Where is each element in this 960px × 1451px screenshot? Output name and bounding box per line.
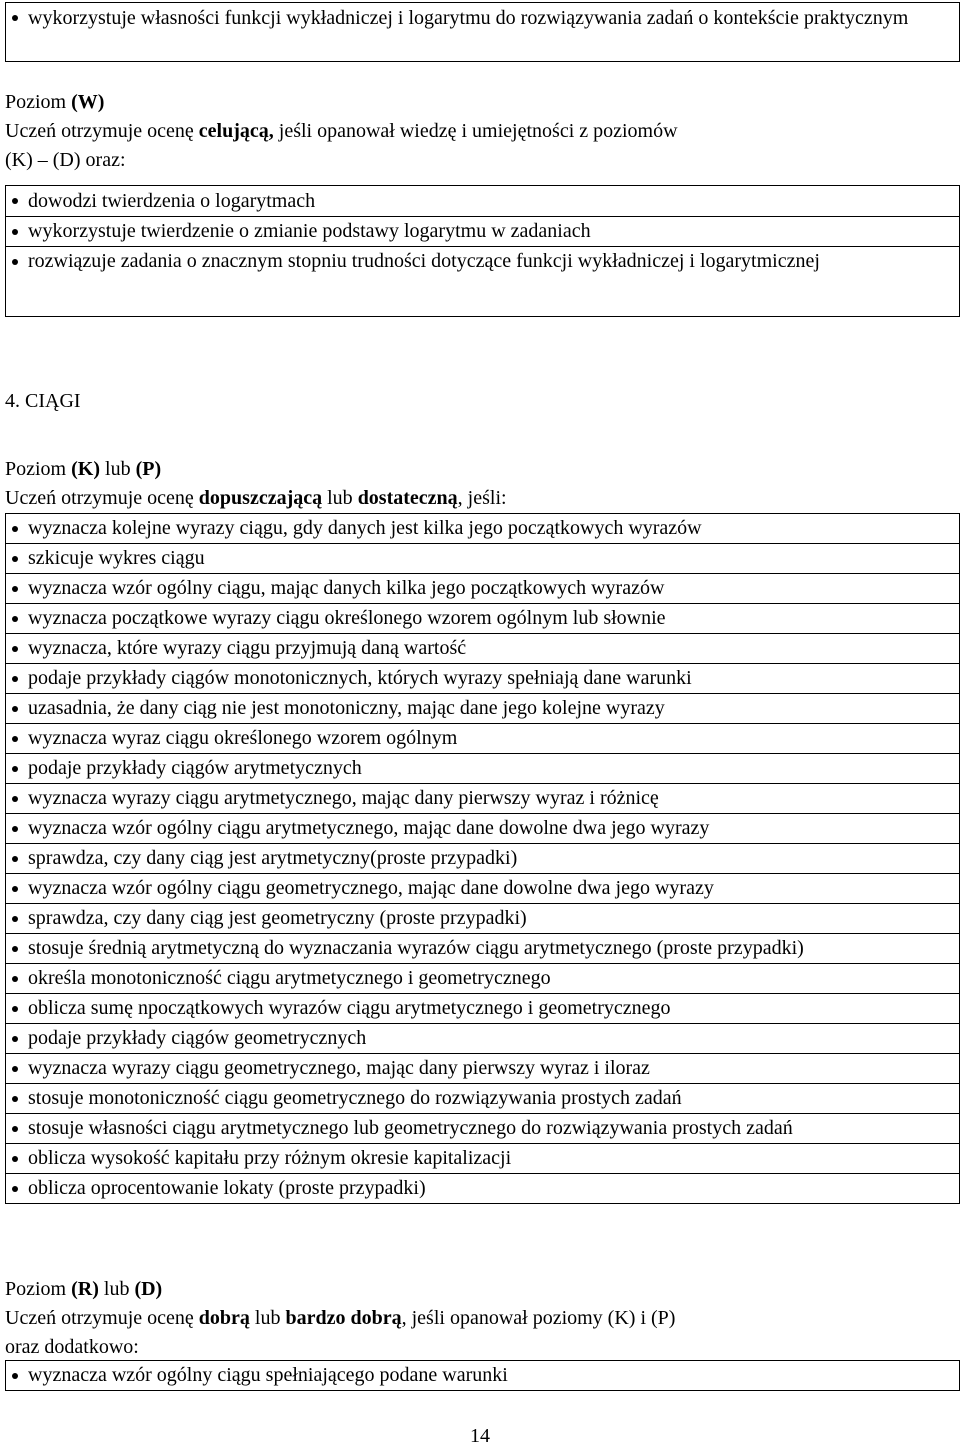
list-item-text: stosuje średnią arytmetyczną do wyznaczania wyrazów ciągu arytmetycznego (proste przypadki)	[28, 937, 804, 959]
list-item-text: wyznacza wzór ogólny ciągu, mając danych kilka jego początkowych wyrazów	[28, 577, 665, 599]
list-item	[6, 933, 959, 963]
list-item-text: wyznacza wyrazy ciągu geometrycznego, mając dany pierwszy wyraz i iloraz	[28, 1057, 650, 1079]
bullet-icon	[12, 886, 18, 892]
list-item	[6, 1143, 959, 1173]
criteria-box-w	[5, 185, 960, 317]
list-item-text: wyznacza wyrazy ciągu arytmetycznego, mając dany pierwszy wyraz i różnicę	[28, 787, 659, 809]
list-item	[6, 1113, 959, 1143]
bullet-icon	[12, 15, 18, 21]
list-item	[6, 783, 959, 813]
list-item-text: określa monotoniczność ciągu arytmetycznego i geometrycznego	[28, 967, 551, 989]
list-item-text: wyznacza wyraz ciągu określonego wzorem ogólnym	[28, 727, 458, 749]
bullet-icon	[12, 826, 18, 832]
list-item	[6, 993, 959, 1023]
list-item	[6, 186, 959, 216]
list-item	[6, 1083, 959, 1113]
list-item	[6, 543, 959, 573]
bullet-icon	[12, 1373, 18, 1379]
list-item	[6, 633, 959, 663]
list-item-text: rozwiązuje zadania o znacznym stopniu trudności dotyczące funkcji wykładniczej i logarytmicznej	[28, 250, 820, 272]
level-rd-header	[5, 1275, 960, 1362]
list-item	[6, 903, 959, 933]
list-item	[6, 573, 959, 603]
bullet-icon	[12, 976, 18, 982]
page-number: 14	[470, 1425, 490, 1447]
list-item-text: wyznacza początkowe wyrazy ciągu określonego wzorem ogólnym lub słownie	[28, 607, 666, 629]
bullet-icon	[12, 1186, 18, 1192]
level-rd-intro: Uczeń otrzymuje ocenę dobrą lub bardzo dobrą, jeśli opanował poziomy (K) i (P)	[5, 1307, 676, 1329]
bullet-icon	[12, 229, 18, 235]
list-item	[6, 693, 959, 723]
list-item-text: wyznacza, które wyrazy ciągu przyjmują daną wartość	[28, 637, 467, 659]
list-item-text: podaje przykłady ciągów monotonicznych, których wyrazy spełniają dane warunki	[28, 667, 692, 689]
list-item-text: dowodzi twierdzenia o logarytmach	[28, 190, 316, 212]
level-kp-header	[5, 455, 960, 513]
list-item-text: podaje przykłady ciągów arytmetycznych	[28, 757, 362, 779]
bullet-icon	[12, 946, 18, 952]
bullet-icon	[12, 259, 18, 265]
bullet-icon	[12, 916, 18, 922]
bullet-icon	[12, 676, 18, 682]
level-rd-title: Poziom (R) lub (D)	[5, 1278, 163, 1300]
list-item-text: uzasadnia, że dany ciąg nie jest monotoniczny, mając dane jego kolejne wyrazy	[28, 697, 665, 719]
list-item-text: wyznacza wzór ogólny ciągu spełniającego podane warunki	[28, 1364, 508, 1386]
list-item	[6, 216, 959, 246]
bullet-icon	[12, 526, 18, 532]
list-item-text: wyznacza kolejne wyrazy ciągu, gdy danych jest kilka jego początkowych wyrazów	[28, 517, 702, 539]
list-item-text: oblicza oprocentowanie lokaty (proste przypadki)	[28, 1177, 426, 1199]
level-rd-intro-cont: oraz dodatkowo:	[5, 1336, 139, 1358]
level-kp-title: Poziom (K) lub (P)	[5, 458, 162, 480]
bullet-icon	[12, 1006, 18, 1012]
bullet-icon	[12, 766, 18, 772]
bullet-icon	[12, 1126, 18, 1132]
bullet-icon	[12, 796, 18, 802]
list-item	[6, 1023, 959, 1053]
bullet-icon	[12, 1096, 18, 1102]
list-item-text: oblicza wysokość kapitału przy różnym okresie kapitalizacji	[28, 1147, 512, 1169]
bullet-icon	[12, 706, 18, 712]
list-item	[6, 963, 959, 993]
bullet-icon	[12, 856, 18, 862]
list-item	[6, 723, 959, 753]
criteria-box-rd	[5, 1360, 960, 1391]
section-title: 4. CIĄGI	[5, 390, 81, 412]
criteria-box-top	[5, 2, 960, 62]
list-item	[6, 1053, 959, 1083]
bullet-icon	[12, 556, 18, 562]
list-item-text: sprawdza, czy dany ciąg jest arytmetyczny(proste przypadki)	[28, 847, 518, 869]
level-w-intro-cont: (K) – (D) oraz:	[5, 149, 126, 171]
list-item-text: sprawdza, czy dany ciąg jest geometryczny (proste przypadki)	[28, 907, 527, 929]
bullet-icon	[12, 198, 18, 204]
list-item	[6, 843, 959, 873]
bullet-icon	[12, 586, 18, 592]
bullet-icon	[12, 1156, 18, 1162]
list-item	[6, 1173, 959, 1203]
list-item-text: stosuje własności ciągu arytmetycznego lub geometrycznego do rozwiązywania prostych zadań	[28, 1117, 793, 1139]
list-item	[6, 663, 959, 693]
level-w-title: Poziom (W)	[5, 91, 105, 113]
level-w-header	[5, 88, 960, 175]
bullet-icon	[12, 736, 18, 742]
bullet-icon	[12, 1036, 18, 1042]
list-item	[6, 873, 959, 903]
level-w-intro: Uczeń otrzymuje ocenę celującą, jeśli opanował wiedzę i umiejętności z poziomów	[5, 120, 678, 142]
list-item-text: stosuje monotoniczność ciągu geometrycznego do rozwiązywania prostych zadań	[28, 1087, 682, 1109]
list-item	[6, 753, 959, 783]
list-item-text: wykorzystuje własności funkcji wykładniczej i logarytmu do rozwiązywania zadań o kontekście praktycznym	[28, 7, 909, 29]
bullet-icon	[12, 1066, 18, 1072]
bullet-icon	[12, 616, 18, 622]
list-item-text: podaje przykłady ciągów geometrycznych	[28, 1027, 367, 1049]
list-item-text: wyznacza wzór ogólny ciągu geometrycznego, mając dane dowolne dwa jego wyrazy	[28, 877, 714, 899]
list-item	[6, 813, 959, 843]
list-item	[6, 1361, 959, 1390]
list-item	[6, 3, 959, 33]
list-item-text: wykorzystuje twierdzenie o zmianie podstawy logarytmu w zadaniach	[28, 220, 591, 242]
level-kp-intro: Uczeń otrzymuje ocenę dopuszczającą lub dostateczną, jeśli:	[5, 487, 507, 509]
list-item-text: szkicuje wykres ciągu	[28, 547, 205, 569]
list-item-text: wyznacza wzór ogólny ciągu arytmetycznego, mając dane dowolne dwa jego wyrazy	[28, 817, 710, 839]
list-item	[6, 514, 959, 543]
list-item-text: oblicza sumę npoczątkowych wyrazów ciągu arytmetycznego i geometrycznego	[28, 997, 671, 1019]
criteria-box-kp	[5, 513, 960, 1204]
list-item	[6, 246, 959, 276]
bullet-icon	[12, 646, 18, 652]
list-item	[6, 603, 959, 633]
